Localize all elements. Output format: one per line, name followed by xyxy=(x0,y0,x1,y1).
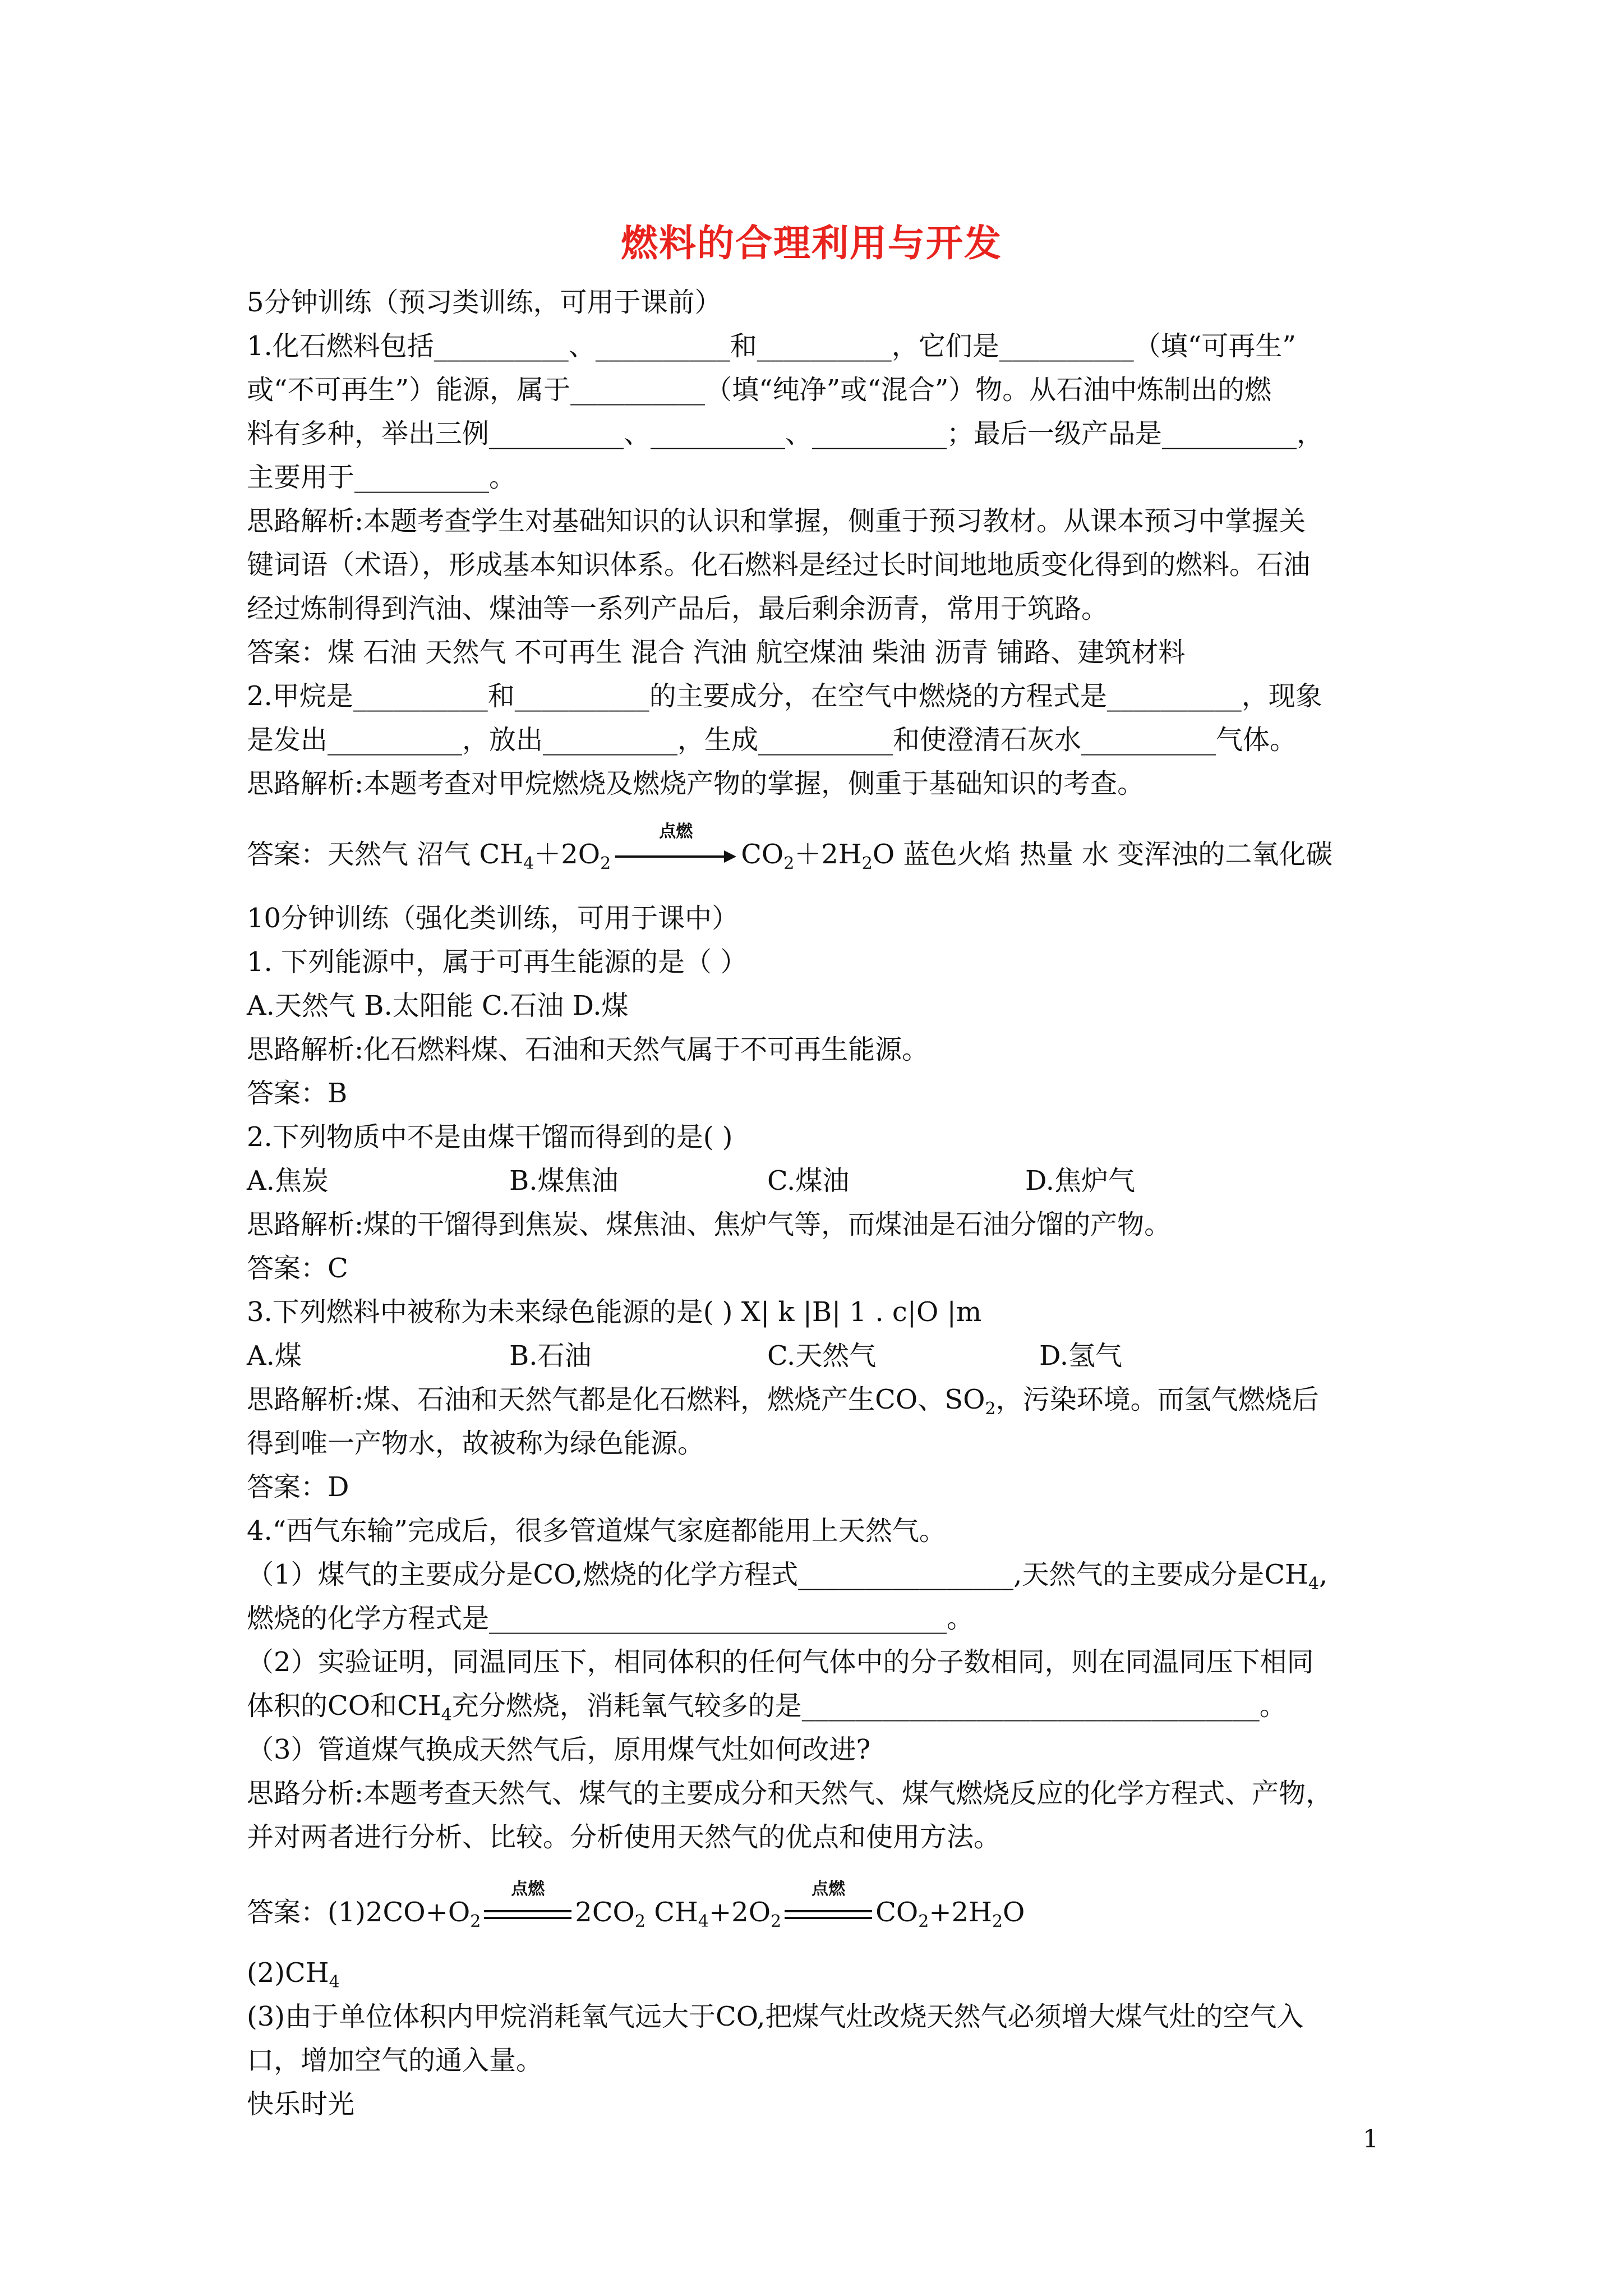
reaction-condition: 点燃 xyxy=(811,1879,846,1899)
m1-analysis: 思路解析:化石燃料煤、石油和天然气属于不可再生能源。 xyxy=(247,1034,929,1065)
m4-question: 4.“西气东输”完成后，很多管道煤气家庭都能用上天然气。 xyxy=(247,1515,946,1547)
m3-answer: 答案：D xyxy=(247,1471,349,1503)
m3-option-d: D.氢气 xyxy=(1039,1340,1123,1372)
m4-answer-3a: (3)由于单位体积内甲烷消耗氧气远大于CO,把煤气灶改烧天然气必须增大煤气灶的空气入 xyxy=(247,2001,1304,2032)
q2-line-1: 2.甲烷是__________和__________的主要成分，在空气中燃烧的方程式是__________，现象 xyxy=(247,680,1322,712)
m2-options xyxy=(247,1159,1396,1203)
m4-answer-3b: 口，增加空气的通入量。 xyxy=(247,2045,543,2076)
equals-sign-condition xyxy=(783,1879,873,1923)
m3-question: 3.下列燃料中被称为未来绿色能源的是( ) X| k |B| 1 . c|O |m xyxy=(247,1296,982,1328)
q2-line-2: 是发出__________，放出__________，生成__________和使澄清石灰水__________气体。 xyxy=(247,724,1297,756)
m4-part1-line1: （1）煤气的主要成分是CO,燃烧的化学方程式________________,天然气的主要成分是$CH_4$, xyxy=(247,1559,1328,1594)
m4-analysis-2: 并对两者进行分析、比较。分析使用天然气的优点和使用方法。 xyxy=(247,1821,1001,1853)
q1-answer: 答案：煤 石油 天然气 不可再生 混合 汽油 航空煤油 柴油 沥青 铺路、建筑材料 xyxy=(247,637,1186,668)
m2-question: 2.下列物质中不是由煤干馏而得到的是( ) xyxy=(247,1121,733,1153)
q2-answer: 答案：天然气 沼气 $CH_4+2O_2$ 点燃 $CO_2+2H_2O$ 蓝色火焰 热量 水 变浑浊的二氧化碳 xyxy=(247,821,1333,873)
m3-option-c: C.天然气 xyxy=(767,1340,877,1372)
m2-analysis: 思路解析:煤的干馏得到焦炭、煤焦油、焦炉气等，而煤油是石油分馏的产物。 xyxy=(247,1209,1172,1240)
m3-analysis-1: 思路解析:煤、石油和天然气都是化石燃料，燃烧产生CO、$SO_2$，污染环境。而氢气燃烧后 xyxy=(247,1384,1319,1419)
q1-analysis-3: 经过炼制得到汽油、煤油等一系列产品后，最后剩余沥青，常用于筑路。 xyxy=(247,593,1109,624)
equals-sign-condition xyxy=(483,1879,573,1923)
m1-answer: 答案：B xyxy=(247,1078,348,1109)
q1-analysis-2: 键词语（术语），形成基本知识体系。化石燃料是经过长时间地地质变化得到的燃料。石油 xyxy=(247,549,1311,581)
m2-option-d: D.焦炉气 xyxy=(1025,1165,1136,1197)
m4-answer-1: 答案：$(1)2CO+O_2$ 点燃 $2CO_2$ $CH_4+2O_2$ 点燃 $CO_2+2H_2O$ xyxy=(247,1879,1025,1931)
m2-answer: 答案：C xyxy=(247,1253,348,1284)
content-body xyxy=(247,280,1396,2126)
m4-part2-line2: 体积的CO和$CH_4$充分燃烧，消耗氧气较多的是__________________________________。 xyxy=(247,1690,1287,1725)
m4-part3: （3）管道煤气换成天然气后，原用煤气灶如何改进? xyxy=(247,1734,871,1765)
m2-option-b: B.煤焦油 xyxy=(509,1165,619,1197)
m3-option-b: B.石油 xyxy=(509,1340,592,1372)
m4-part2-line1: （2）实验证明，同温同压下，相同体积的任何气体中的分子数相同，则在同温同压下相同 xyxy=(247,1646,1314,1678)
section-header-10min: 10分钟训练（强化类训练，可用于课中） xyxy=(247,903,739,934)
m3-analysis-2: 得到唯一产物水，故被称为绿色能源。 xyxy=(247,1428,705,1459)
q1-line-1: 1.化石燃料包括__________、__________和__________，它们是__________（填“可再生” xyxy=(247,330,1296,362)
m1-options: A.天然气 B.太阳能 C.石油 D.煤 xyxy=(247,990,629,1022)
q1-line-3: 料有多种，举出三例__________、__________、__________；最后一级产品是__________， xyxy=(247,418,1324,449)
m2-option-c: C.煤油 xyxy=(767,1165,850,1197)
reaction-condition: 点燃 xyxy=(659,821,693,841)
q1-line-4: 主要用于__________。 xyxy=(247,462,517,493)
page-title: 燃料的合理利用与开发 xyxy=(621,222,1002,265)
reaction-arrow xyxy=(614,821,737,868)
m4-analysis-1: 思路分析:本题考查天然气、煤气的主要成分和天然气、煤气燃烧反应的化学方程式、产物， xyxy=(247,1778,1333,1809)
m3-option-a: A.煤 xyxy=(247,1340,302,1372)
m3-options xyxy=(247,1334,1396,1378)
m2-option-a: A.焦炭 xyxy=(247,1165,329,1197)
m4-part1-line2: 燃烧的化学方程式是__________________________________。 xyxy=(247,1603,974,1634)
q2-analysis: 思路解析:本题考查对甲烷燃烧及燃烧产物的掌握，侧重于基础知识的考查。 xyxy=(247,768,1145,799)
q1-analysis-1: 思路解析:本题考查学生对基础知识的认识和掌握，侧重于预习教材。从课本预习中掌握关 xyxy=(247,505,1306,537)
section-header-5min: 5分钟训练（预习类训练，可用于课前） xyxy=(247,287,722,318)
m4-answer-2: $(2)CH_4$ xyxy=(247,1957,340,1992)
reaction-condition: 点燃 xyxy=(511,1879,545,1899)
m1-question: 1. 下列能源中，属于可再生能源的是（ ） xyxy=(247,946,748,978)
q1-line-2: 或“不可再生”）能源，属于__________（填“纯净”或“混合”）物。从石油中炼制出的燃 xyxy=(247,374,1272,406)
page-number: 1 xyxy=(1363,2125,1378,2154)
footer-happy-time: 快乐时光 xyxy=(247,2088,355,2120)
